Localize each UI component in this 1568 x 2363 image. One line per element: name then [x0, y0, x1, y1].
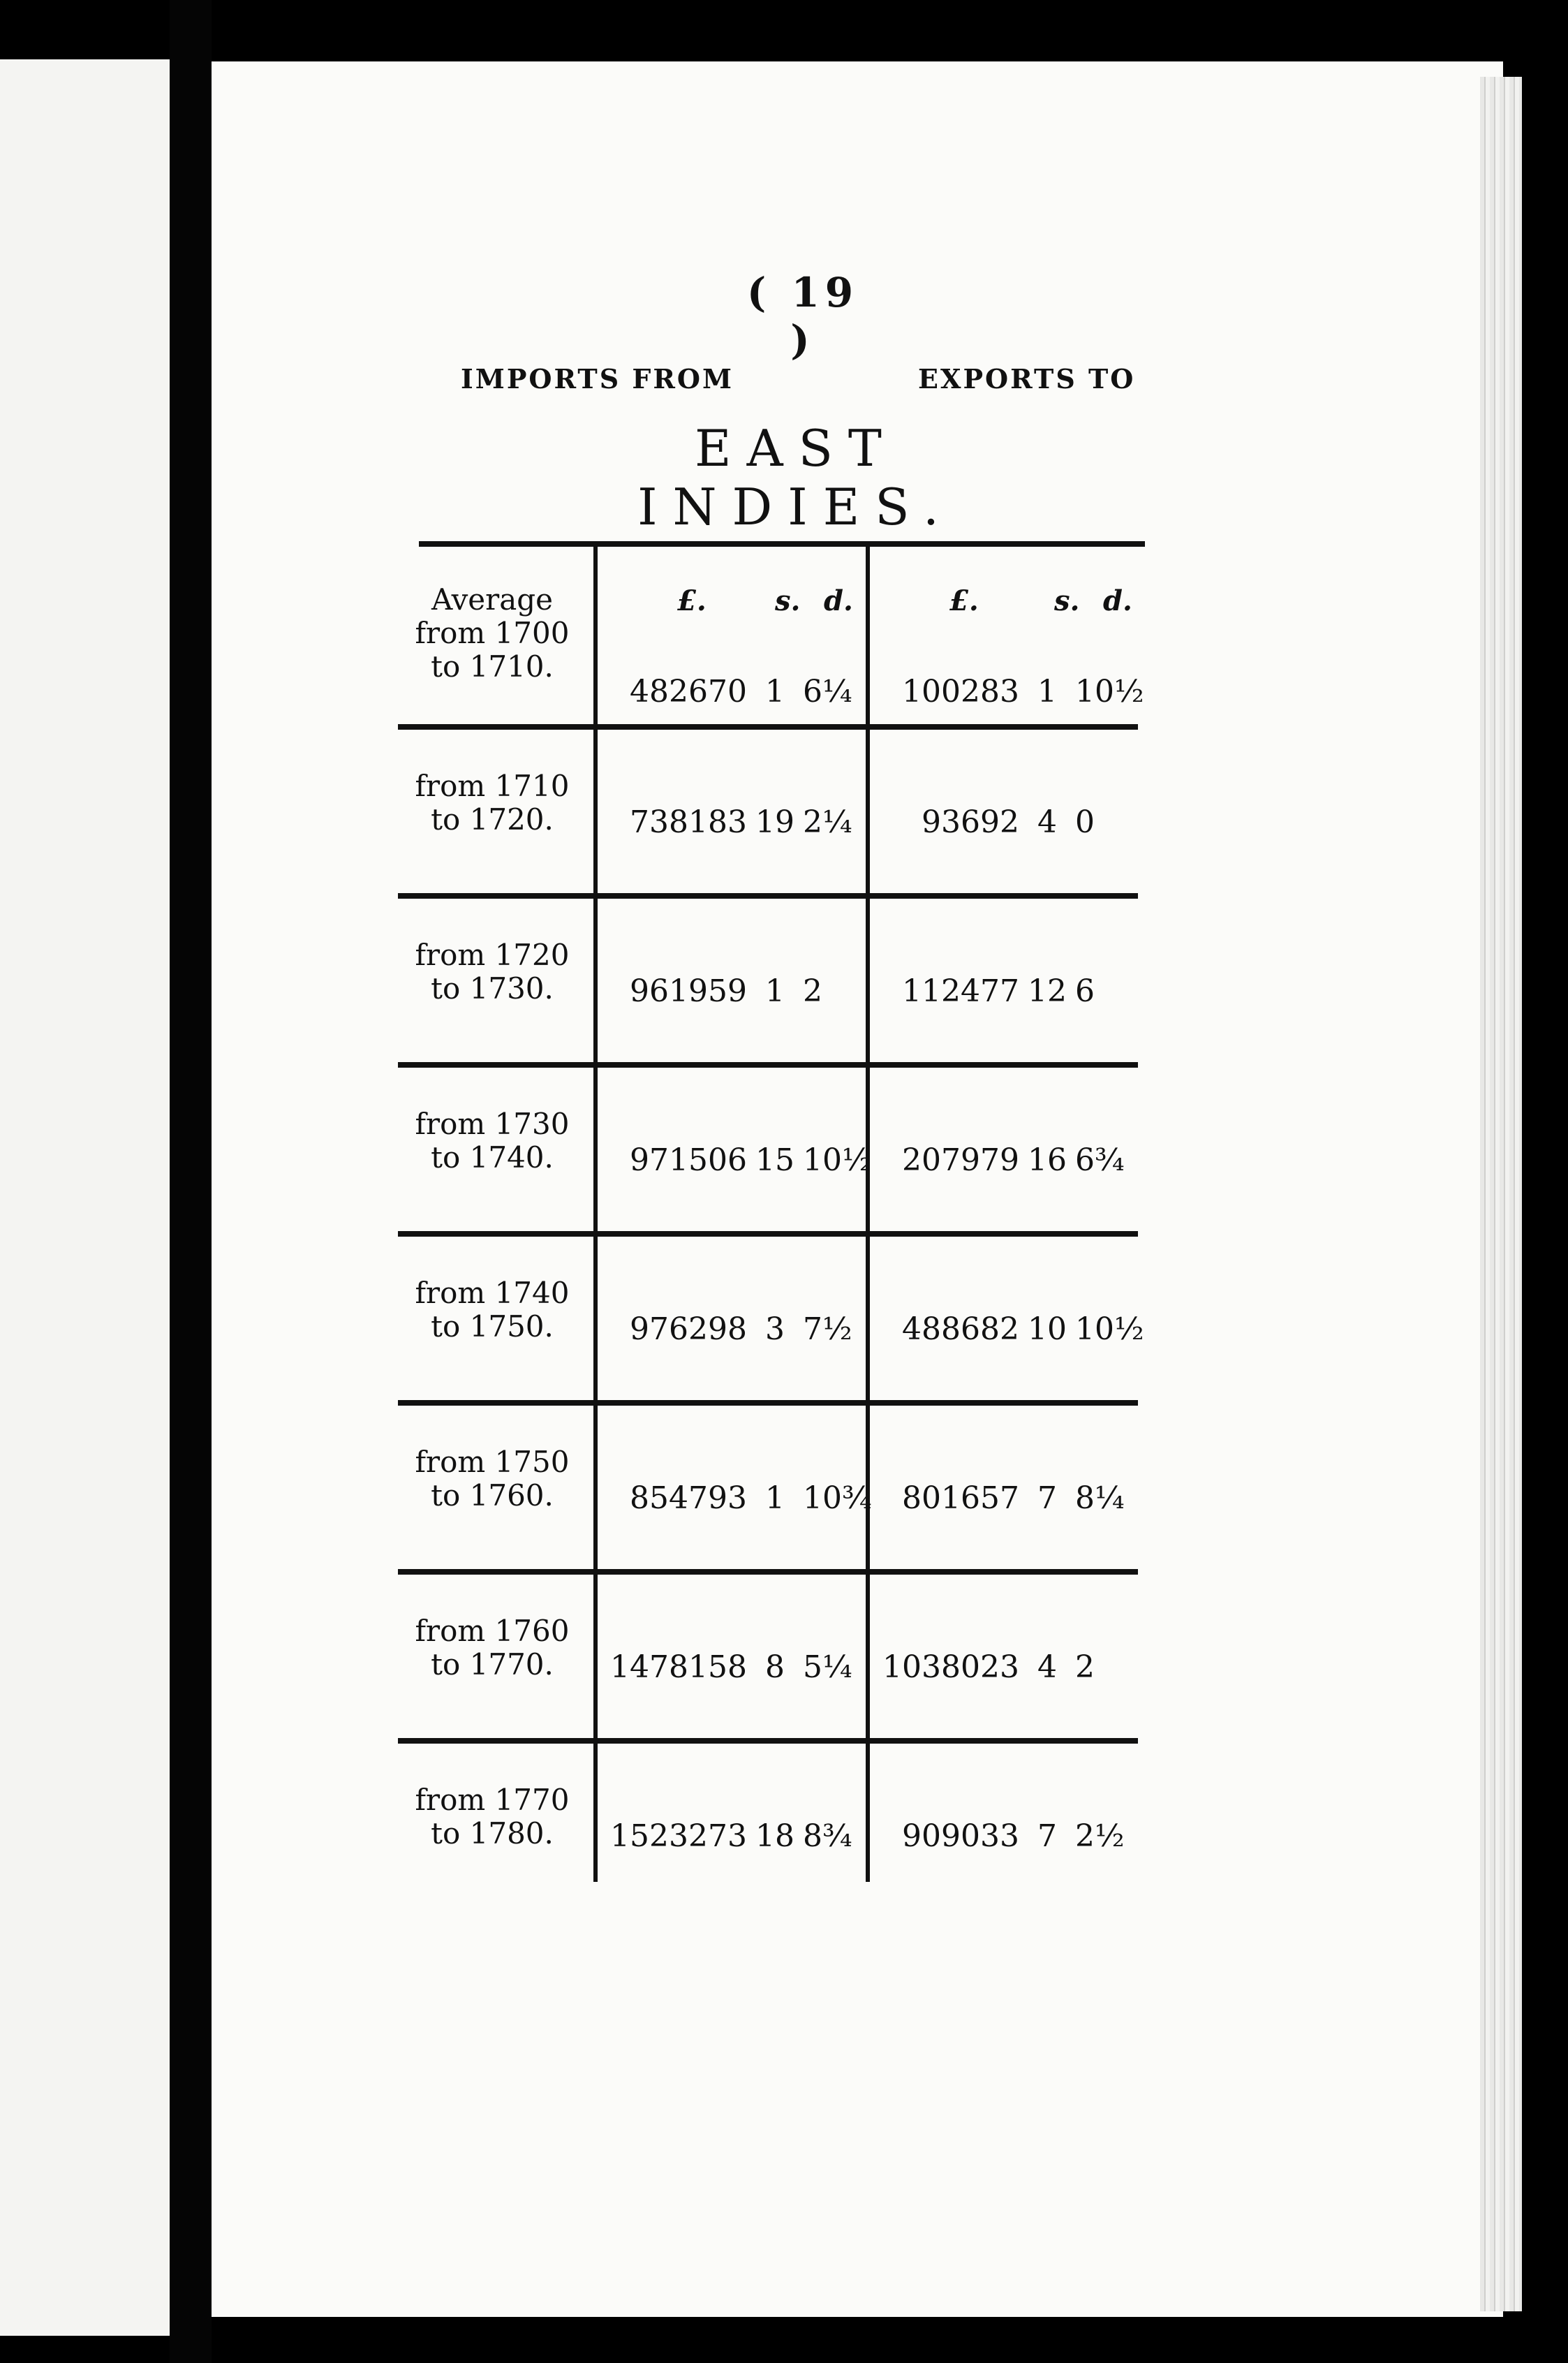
exports-pence: 2½ [1075, 1818, 1125, 1854]
period-line-3: to 1740. [431, 1140, 554, 1175]
row-divider [398, 893, 1138, 899]
imports-shillings: 3 [765, 1311, 785, 1347]
exports-pence-unit: d. [1103, 584, 1132, 617]
trade-table [398, 541, 1152, 1882]
imports-pounds: 1478158 [610, 1649, 747, 1685]
imports-pounds: 738183 [630, 804, 747, 840]
period-line-2: from 1740 [415, 1276, 570, 1310]
period-line-3: to 1750. [431, 1309, 554, 1344]
exports-pounds: 1038023 [882, 1649, 1019, 1685]
row-divider [398, 724, 1138, 730]
imports-pounds: 961959 [630, 973, 747, 1009]
exports-pounds: 488682 [902, 1311, 1019, 1347]
period-line-2: from 1760 [415, 1614, 570, 1648]
row-divider [398, 1738, 1138, 1744]
period-line-2: from 1770 [415, 1783, 570, 1817]
imports-pence: 10¾ [803, 1480, 872, 1516]
exports-shillings: 12 [1028, 973, 1067, 1009]
table-title: EAST INDIES. [637, 419, 954, 536]
imports-shillings: 8 [765, 1649, 785, 1685]
imports-pounds: 971506 [630, 1142, 747, 1178]
period-line-2: from 1710 [415, 769, 570, 803]
period-label [398, 938, 586, 1006]
exports-pounds: 100283 [902, 674, 1019, 709]
period-line-2: from 1750 [415, 1445, 570, 1479]
exports-shillings: 4 [1037, 1649, 1057, 1685]
exports-shillings: 7 [1037, 1818, 1057, 1854]
imports-pence: 10½ [803, 1142, 872, 1178]
period-label [398, 1614, 586, 1681]
table-row [398, 738, 1152, 907]
imports-shillings-unit: s. [775, 584, 801, 617]
imports-shillings: 1 [765, 1480, 785, 1516]
table-row [398, 1752, 1152, 1921]
exports-pounds: 909033 [902, 1818, 1019, 1854]
period-line-3: to 1760. [431, 1478, 554, 1512]
row-divider [398, 1569, 1138, 1575]
imports-shillings: 1 [765, 973, 785, 1009]
period-line-1: Average [431, 582, 554, 617]
period-label [398, 770, 586, 837]
period-line-2: from 1730 [415, 1107, 570, 1141]
table-row [398, 1414, 1152, 1583]
exports-pounds: 801657 [902, 1480, 1019, 1516]
imports-shillings: 1 [765, 674, 785, 709]
imports-pence: 2¼ [803, 804, 852, 840]
imports-pence: 2 [803, 973, 822, 1009]
row-divider [398, 1231, 1138, 1237]
period-line-3: to 1730. [431, 971, 554, 1006]
table-row [398, 1076, 1152, 1245]
imports-pounds-unit: £. [677, 584, 707, 617]
imports-pounds: 1523273 [610, 1818, 747, 1854]
imports-shillings: 19 [755, 804, 794, 840]
period-label [398, 1445, 586, 1512]
imports-header: IMPORTS FROM [461, 363, 734, 395]
period-label [398, 583, 586, 684]
table-row [398, 907, 1152, 1076]
exports-pounds-unit: £. [949, 584, 979, 617]
period-label [398, 1783, 586, 1850]
exports-shillings: 1 [1037, 674, 1057, 709]
imports-pence: 7½ [803, 1311, 852, 1347]
exports-header: EXPORTS TO [918, 363, 1136, 395]
imports-pence: 6¼ [803, 674, 852, 709]
period-label [398, 1276, 586, 1344]
exports-pence: 6 [1075, 973, 1095, 1009]
period-line-2: from 1720 [415, 938, 570, 972]
imports-pence-unit: d. [824, 584, 853, 617]
exports-shillings: 4 [1037, 804, 1057, 840]
imports-pence: 5¼ [803, 1649, 852, 1685]
exports-pence: 8¼ [1075, 1480, 1125, 1516]
table-row [398, 569, 1152, 738]
table-row [398, 1245, 1152, 1414]
exports-shillings: 16 [1028, 1142, 1067, 1178]
imports-pounds: 854793 [630, 1480, 747, 1516]
table-row [398, 1583, 1152, 1752]
exports-shillings: 10 [1028, 1311, 1067, 1347]
period-line-3: to 1710. [431, 649, 554, 684]
exports-shillings-unit: s. [1054, 584, 1080, 617]
imports-pence: 8¾ [803, 1818, 852, 1854]
period-line-3: to 1780. [431, 1816, 554, 1850]
exports-pence: 10½ [1075, 674, 1144, 709]
period-label [398, 1107, 586, 1175]
row-divider [398, 1400, 1138, 1406]
exports-pence: 10½ [1075, 1311, 1144, 1347]
imports-shillings: 15 [755, 1142, 794, 1178]
exports-pence: 0 [1075, 804, 1095, 840]
page-edges [1480, 77, 1522, 2311]
exports-pounds: 112477 [902, 973, 1019, 1009]
page-number: ( 19 ) [746, 269, 859, 364]
exports-pounds: 207979 [902, 1142, 1019, 1178]
period-line-2: from 1700 [415, 616, 570, 650]
exports-shillings: 7 [1037, 1480, 1057, 1516]
exports-pounds: 93692 [922, 804, 1019, 840]
exports-pence: 6¾ [1075, 1142, 1125, 1178]
row-divider [398, 1062, 1138, 1068]
period-line-3: to 1770. [431, 1647, 554, 1681]
imports-shillings: 18 [755, 1818, 794, 1854]
book-gutter [170, 0, 212, 2363]
facing-page [0, 59, 170, 2336]
imports-pounds: 482670 [630, 674, 747, 709]
imports-pounds: 976298 [630, 1311, 747, 1347]
exports-pence: 2 [1075, 1649, 1095, 1685]
period-line-3: to 1720. [431, 802, 554, 837]
table-top-rule [419, 541, 1145, 547]
